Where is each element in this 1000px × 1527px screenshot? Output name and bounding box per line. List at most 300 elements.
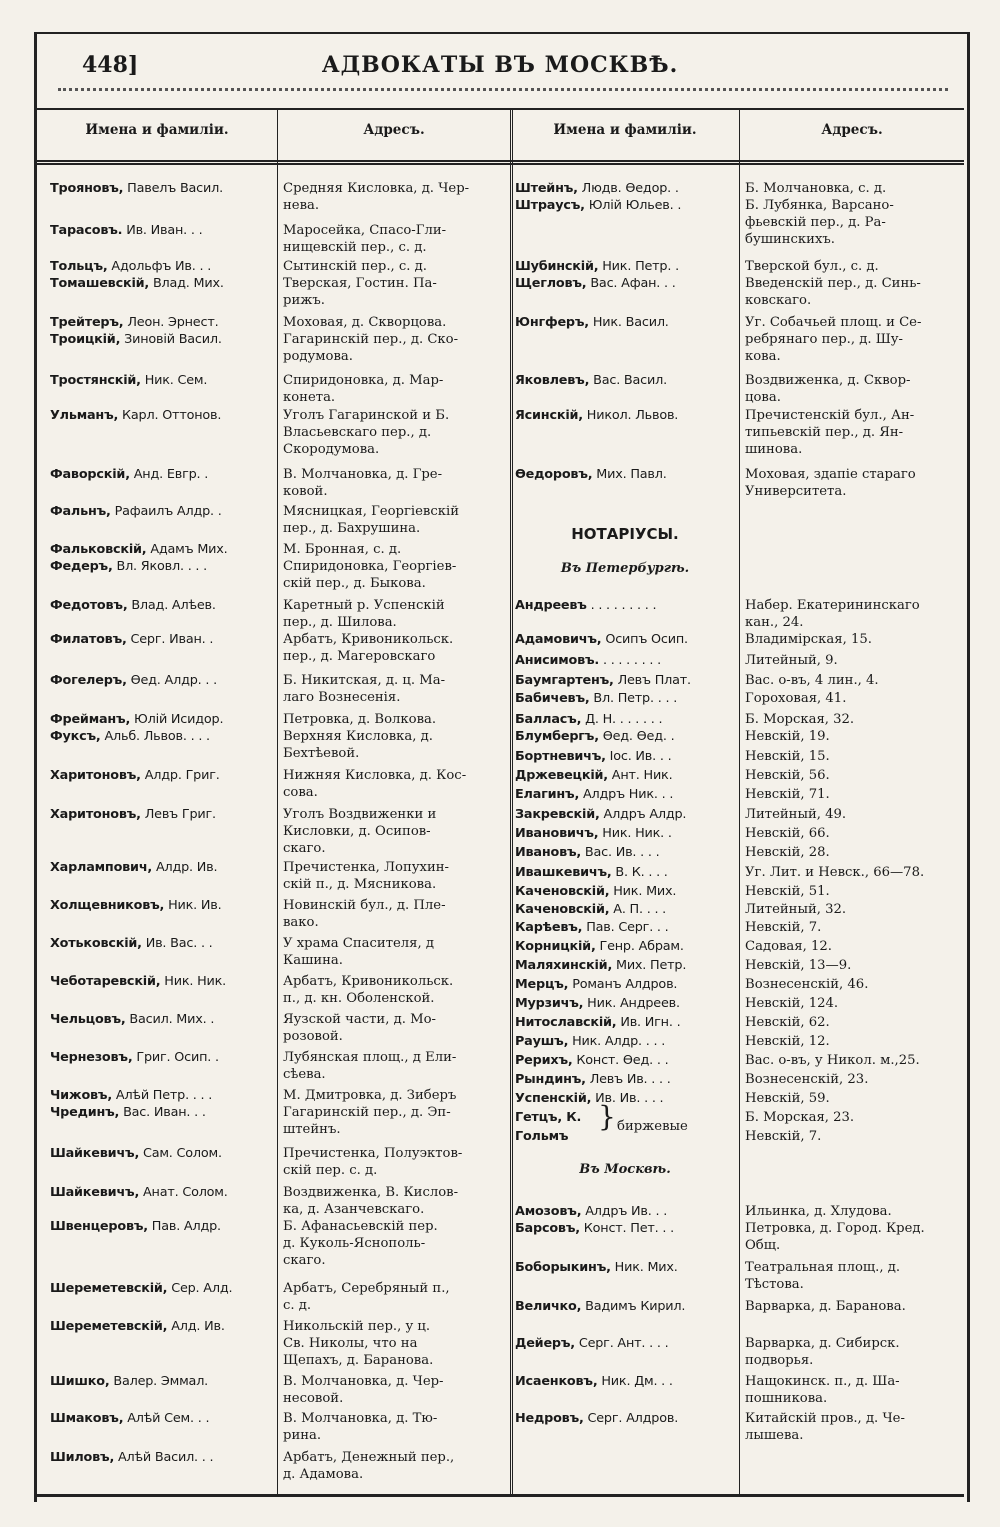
entry-address — [745, 1298, 906, 1315]
address-line: Воздвиженка, д. Сквор- — [745, 373, 911, 388]
address-line: д. Адамова. — [283, 1467, 364, 1482]
given-names: Ник. Сем. — [140, 373, 208, 388]
entry-address — [745, 728, 830, 745]
section-subtitle-petersburg: Въ Петербургѣ. — [560, 561, 690, 576]
address-line: Б. Никитская, д. ц. Ма- — [283, 673, 446, 688]
given-names: Алдръ Ив. . . — [581, 1204, 668, 1219]
given-names: Вас. Васил. — [589, 373, 667, 388]
given-names: Влад. Алѣев. — [127, 598, 216, 613]
surname: Елагинъ, — [515, 787, 580, 802]
entry-address — [745, 806, 846, 823]
surname: Харитоновъ, — [50, 807, 141, 822]
address-line: В. Молчановка, д. Чер- — [283, 1374, 444, 1389]
header-names-2: Имена и фамиліи. — [553, 122, 697, 138]
entry-name — [50, 1373, 208, 1390]
entry-name — [50, 597, 216, 614]
entry-name — [50, 859, 217, 876]
given-names: Алѣй Васил. . . — [114, 1450, 214, 1465]
given-names: Алд. Ив. — [167, 1319, 225, 1334]
given-names: Вас. Афан. . . — [586, 276, 676, 291]
entry-name — [50, 180, 223, 197]
address-line: Пречистенскій бул., Ан- — [745, 408, 915, 423]
entry-address — [283, 711, 436, 728]
entry-name — [50, 1145, 222, 1162]
entry-name — [515, 466, 667, 483]
entry-address — [745, 597, 920, 631]
given-names: Рафаилъ Алдр. . — [110, 504, 222, 519]
surname: Фрейманъ, — [50, 712, 131, 727]
surname: Карѣевъ, — [515, 920, 583, 935]
surname: Андреевъ — [515, 598, 587, 613]
address-line: Б. Афанасьевскій пер. — [283, 1219, 438, 1234]
given-names: Карл. Оттонов. — [118, 408, 222, 423]
given-names: Ник. Дм. . . — [597, 1374, 673, 1389]
given-names: Іос. Ив. . . — [605, 749, 672, 764]
address-line: пер., д. Магеровскаго — [283, 649, 436, 664]
entry-address — [283, 767, 466, 801]
entry-address — [283, 597, 445, 631]
entry-name — [515, 976, 677, 993]
entry-name — [515, 1203, 667, 1220]
entry-name — [50, 672, 217, 689]
surname: Филатовъ, — [50, 632, 127, 647]
surname: Барсовъ, — [515, 1221, 580, 1236]
address-line: Верхняя Кисловка, д. — [283, 729, 433, 744]
address-line: Скородумова. — [283, 442, 380, 457]
address-line: Уголъ Воздвиженки и — [283, 807, 437, 822]
address-line: Гагаринскій пер., д. Эп- — [283, 1105, 451, 1120]
entry-address — [745, 711, 854, 728]
entry-name — [515, 652, 661, 669]
address-line: Лубянская площ., д Ели- — [283, 1050, 457, 1065]
surname: Швенцеровъ, — [50, 1219, 148, 1234]
entry-address — [745, 786, 830, 803]
entry-address — [745, 407, 914, 458]
surname: Фальковскій, — [50, 542, 147, 557]
address-line: цова. — [745, 390, 781, 405]
address-line: Власьевскаго пер., д. — [283, 425, 432, 440]
address-line: Никольскій пер., у ц. — [283, 1319, 431, 1334]
address-line: нищевскій пер., с. д. — [283, 240, 427, 255]
address-line: Литейный, 9. — [745, 653, 838, 668]
surname: Харлампович, — [50, 860, 153, 875]
address-line: Тверской бул., с. д. — [745, 259, 879, 274]
entry-address — [283, 222, 446, 256]
entry-name — [50, 1410, 209, 1427]
surname: Мерцъ, — [515, 977, 569, 992]
address-line: Варварка, д. Сибирск. — [745, 1336, 900, 1351]
surname: Рындинъ, — [515, 1072, 586, 1087]
entry-name — [515, 1052, 668, 1069]
given-names: Алдр. Григ. — [140, 768, 220, 783]
entry-address — [745, 1259, 900, 1293]
entry-name — [50, 1049, 219, 1066]
entry-address — [745, 314, 921, 365]
address-line: рижъ. — [283, 293, 325, 308]
entry-name — [515, 1220, 674, 1237]
entry-name — [50, 407, 221, 424]
address-line: скаго. — [283, 841, 326, 856]
address-line: М. Дмитровка, д. Зиберъ — [283, 1088, 457, 1103]
given-names: Сам. Солом. — [139, 1146, 222, 1161]
entry-address — [283, 372, 443, 406]
surname: Фогелеръ, — [50, 673, 127, 688]
entry-address — [745, 372, 910, 406]
surname: Маляхинскій, — [515, 958, 613, 973]
surname: Чеботаревскій, — [50, 974, 161, 989]
entry-name — [515, 711, 662, 728]
given-names: Юлій Исидор. — [130, 712, 224, 727]
given-names: . . . . . . . . . — [586, 598, 657, 613]
address-line: нева. — [283, 198, 320, 213]
surname: Чельцовъ, — [50, 1012, 126, 1027]
entry-address — [745, 1033, 830, 1050]
entry-address — [745, 275, 921, 309]
entry-name — [50, 631, 213, 648]
given-names: Вл. Петр. . . . — [589, 691, 678, 706]
surname: Ульманъ, — [50, 408, 119, 423]
address-line: скій пер., д. Быкова. — [283, 576, 426, 591]
surname: Ѳедоровъ, — [515, 467, 593, 482]
address-line: пер., д. Бахрушина. — [283, 521, 421, 536]
address-line: Моховая, д. Скворцова. — [283, 315, 447, 330]
given-names: Д. Н. . . . . . . — [581, 712, 663, 727]
given-names: Осипъ Осип. — [601, 632, 688, 647]
entry-address — [745, 825, 830, 842]
entry-name — [515, 1109, 581, 1126]
address-line: Вознесенскій, 46. — [745, 977, 869, 992]
address-line: несовой. — [283, 1391, 344, 1406]
given-names: Ник. Ник. . — [598, 826, 672, 841]
entry-address — [745, 1109, 854, 1126]
given-names: Вл. Яковл. . . . — [112, 559, 208, 574]
surname: Шубинскій, — [515, 259, 599, 274]
entry-name — [515, 748, 671, 765]
entry-address — [745, 1220, 925, 1254]
entry-name — [50, 973, 226, 990]
entry-name — [515, 864, 668, 881]
given-names: . . . . . . . . — [599, 653, 661, 668]
surname: Величко, — [515, 1299, 582, 1314]
given-names: Ник. Мих. — [610, 1260, 678, 1275]
surname: Дейеръ, — [515, 1336, 575, 1351]
given-names: Вас. Иван. . . — [119, 1105, 206, 1120]
address-line: подворья. — [745, 1353, 814, 1368]
surname: Бортневичъ, — [515, 749, 606, 764]
section-subtitle-moscow: Въ Москвѣ. — [579, 1162, 671, 1177]
address-line: Мясницкая, Георгіевскій — [283, 504, 459, 519]
given-names: Серг. Иван. . — [126, 632, 214, 647]
address-line: Щепахъ, д. Баранова. — [283, 1353, 434, 1368]
entry-address — [283, 806, 436, 857]
given-names: Юлій Юльев. . — [584, 198, 682, 213]
entry-name — [515, 275, 676, 292]
address-line: Литейный, 32. — [745, 902, 847, 917]
entry-name — [515, 258, 679, 275]
address-line: скій п., д. Мясникова. — [283, 877, 437, 892]
entry-address — [745, 995, 838, 1012]
address-line: шинова. — [745, 442, 803, 457]
entry-address — [283, 1318, 433, 1369]
address-line: Невскій, 7. — [745, 1129, 822, 1144]
entry-name — [515, 957, 686, 974]
surname: Фуксъ, — [50, 729, 101, 744]
address-line: конета. — [283, 390, 336, 405]
given-names: Альб. Львов. . . . — [100, 729, 210, 744]
entry-address — [745, 901, 846, 918]
surname: Шайкевичъ, — [50, 1146, 140, 1161]
address-line: Невскій, 7. — [745, 920, 822, 935]
address-line: сѣева. — [283, 1067, 326, 1082]
address-line: Сытинскій пер., с. д. — [283, 259, 427, 274]
entry-address — [745, 1014, 830, 1031]
surname: Рерихъ, — [515, 1053, 573, 1068]
surname: Гольмъ — [515, 1129, 569, 1144]
given-names: Влад. Мих. — [149, 276, 224, 291]
address-line: Петровка, д. Волкова. — [283, 712, 437, 727]
address-line: Арбатъ, Кривоникольск. — [283, 632, 454, 647]
address-line: Невскій, 59. — [745, 1091, 830, 1106]
entry-address — [283, 1049, 456, 1083]
entry-address — [283, 407, 449, 458]
surname: Харитоновъ, — [50, 768, 141, 783]
given-names: Ник. Ник. — [160, 974, 227, 989]
entry-address — [745, 844, 830, 861]
header-address: Адресъ. — [363, 122, 425, 138]
given-names: Конст. Пет. . . — [579, 1221, 674, 1236]
entry-name — [515, 1071, 671, 1088]
surname: Шишко, — [50, 1374, 110, 1389]
surname: Ивановичъ, — [515, 826, 599, 841]
entry-address — [745, 938, 832, 955]
entry-name — [515, 1033, 665, 1050]
address-line: п., д. кн. Оболенской. — [283, 991, 435, 1006]
surname: Нитославскій, — [515, 1015, 617, 1030]
given-names: А. П. . . . — [609, 902, 667, 917]
entry-name — [515, 407, 678, 424]
address-line: Арбатъ, Денежный пер., — [283, 1450, 455, 1465]
entry-address — [283, 859, 449, 893]
address-line: Маросейка, Спасо-Гли- — [283, 223, 447, 238]
entry-address — [283, 973, 453, 1007]
entry-name — [50, 558, 207, 575]
surname: Блумбергъ, — [515, 729, 599, 744]
entry-address — [283, 275, 437, 309]
entry-name — [515, 372, 667, 389]
surname: Штраусъ, — [515, 198, 585, 213]
bottom-rule — [37, 1494, 964, 1497]
surname: Щегловъ, — [515, 276, 587, 291]
surname: Федотовъ, — [50, 598, 128, 613]
address-line: Варварка, д. Баранова. — [745, 1299, 906, 1314]
surname: Бабичевъ, — [515, 691, 590, 706]
entry-address — [283, 1104, 451, 1138]
given-names: Вадимъ Кирил. — [581, 1299, 686, 1314]
address-line: штейнъ. — [283, 1122, 341, 1137]
address-line: скаго. — [283, 1253, 326, 1268]
entry-name — [515, 995, 680, 1012]
given-names: Конст. Ѳед. . . — [572, 1053, 669, 1068]
address-line: Пречистенка, Полуэктов- — [283, 1146, 463, 1161]
entry-address — [283, 1011, 436, 1045]
address-line: Невскій, 124. — [745, 996, 839, 1011]
given-names: Людв. Ѳедор. . — [577, 181, 679, 196]
address-line: Китайскій пров., д. Че- — [745, 1411, 905, 1426]
entry-address — [283, 1184, 458, 1218]
entry-address — [745, 652, 838, 669]
surname: Яковлевъ, — [515, 373, 590, 388]
surname: Тольцъ, — [50, 259, 108, 274]
header-names: Имена и фамиліи. — [85, 122, 229, 138]
surname: Фальнъ, — [50, 504, 111, 519]
address-line: типьевскій пер., д. Ян- — [745, 425, 904, 440]
address-line: Общ. — [745, 1238, 781, 1253]
column-divider — [739, 108, 740, 1496]
entry-name — [50, 1184, 228, 1201]
entry-address — [283, 1373, 444, 1407]
address-line: кова. — [745, 349, 781, 364]
surname: Успенскій, — [515, 1091, 592, 1106]
address-line: Вознесенскій, 23. — [745, 1072, 869, 1087]
entry-name — [515, 806, 686, 823]
entry-name — [515, 844, 660, 861]
address-line: Новинскій бул., д. Пле- — [283, 898, 446, 913]
entry-address — [283, 1145, 462, 1179]
address-line: Гороховая, 41. — [745, 691, 847, 706]
given-names: Генр. Абрам. — [595, 939, 684, 954]
address-line: Тверская, Гостин. Па- — [283, 276, 437, 291]
entry-address — [283, 1218, 438, 1269]
entry-address — [283, 728, 433, 762]
address-line: родумова. — [283, 349, 353, 364]
entry-address — [283, 672, 445, 706]
entry-name — [515, 314, 669, 331]
given-names: Алдръ Алдр. — [599, 807, 687, 822]
given-names: Ив. Иван. . . — [122, 223, 203, 238]
address-line: пошникова. — [745, 1391, 828, 1406]
entry-address — [283, 1410, 437, 1444]
entry-name — [50, 1318, 225, 1335]
address-line: Театральная площ., д. — [745, 1260, 901, 1275]
surname: Амозовъ, — [515, 1204, 582, 1219]
address-line: Б. Морская, 32. — [745, 712, 855, 727]
given-names: Ѳед. Алдр. . . — [126, 673, 217, 688]
surname: Шереметевскій, — [50, 1319, 168, 1334]
entry-name — [515, 197, 681, 214]
surname: Држевецкій, — [515, 768, 608, 783]
header-address-2: Адресъ. — [821, 122, 883, 138]
given-names: Ник. Петр. . — [598, 259, 679, 274]
address-line: ребрянаго пер., д. Шу- — [745, 332, 904, 347]
entry-address — [283, 180, 469, 214]
entry-name — [515, 1373, 673, 1390]
entry-name — [50, 503, 222, 520]
given-names: Левъ Ив. . . . — [585, 1072, 671, 1087]
address-line: Литейный, 49. — [745, 807, 847, 822]
surname: Чрединъ, — [50, 1105, 120, 1120]
entry-address — [745, 1090, 830, 1107]
address-line: Университета. — [745, 484, 847, 499]
top-rule — [58, 88, 948, 91]
address-line: лышева. — [745, 1428, 804, 1443]
address-line: Кисловки, д. Осипов- — [283, 824, 431, 839]
address-line: ковскаго. — [745, 293, 812, 308]
address-line: сова. — [283, 785, 318, 800]
entry-address — [745, 767, 830, 784]
entry-name — [50, 1011, 214, 1028]
address-line: Гагаринскій пер., д. Ско- — [283, 332, 459, 347]
address-line: Введенскій пер., д. Синь- — [745, 276, 921, 291]
entry-name — [50, 897, 221, 914]
address-line: Вас. о-въ, 4 лин., 4. — [745, 673, 879, 688]
address-line: Ильинка, д. Хлудова. — [745, 1204, 892, 1219]
entry-name — [515, 672, 691, 689]
surname: Чижовъ, — [50, 1088, 113, 1103]
entry-name — [515, 1259, 678, 1276]
surname: Тарасовъ. — [50, 223, 123, 238]
address-line: розовой. — [283, 1029, 343, 1044]
given-names: Ник. Ив. — [164, 898, 222, 913]
address-line: У храма Спасителя, д — [283, 936, 434, 951]
given-names: Адамъ Мих. — [146, 542, 228, 557]
address-line: Невскій, 15. — [745, 749, 830, 764]
address-line: Спиридоновка, д. Мар- — [283, 373, 444, 388]
entry-address — [283, 258, 427, 275]
given-names: Ант. Ник. — [607, 768, 673, 783]
address-line: Б. Морская, 23. — [745, 1110, 855, 1125]
address-line: Моховая, здапіе стараго — [745, 467, 916, 482]
given-names: Левъ Плат. — [613, 673, 691, 688]
surname: Чернезовъ, — [50, 1050, 133, 1065]
given-names: Павелъ Васил. — [123, 181, 223, 196]
entry-name — [50, 806, 216, 823]
address-line: Бехтѣевой. — [283, 746, 360, 761]
entry-address — [745, 1203, 892, 1220]
address-line: фьевскій пер., д. Ра- — [745, 215, 886, 230]
given-names: Ник. Алдр. . . . — [568, 1034, 666, 1049]
surname: Корницкій, — [515, 939, 596, 954]
entry-address — [745, 976, 868, 993]
surname: Шайкевичъ, — [50, 1185, 140, 1200]
given-names: Романъ Алдров. — [568, 977, 678, 992]
entry-name — [515, 883, 676, 900]
given-names: Леон. Эрнест. — [123, 315, 219, 330]
page-number: 448] — [82, 52, 139, 78]
address-line: ковой. — [283, 484, 328, 499]
address-line: М. Бронная, с. д. — [283, 542, 402, 557]
address-line: пер., д. Шилова. — [283, 615, 397, 630]
entry-address — [283, 331, 458, 365]
address-line: Невскій, 56. — [745, 768, 830, 783]
surname: Юнгферъ, — [515, 315, 589, 330]
address-line: Арбатъ, Серебряный п., — [283, 1281, 450, 1296]
given-names: Ѳед. Ѳед. . — [598, 729, 675, 744]
address-line: Невскій, 19. — [745, 729, 830, 744]
address-line: Нижняя Кисловка, д. Кос- — [283, 768, 467, 783]
given-names: Ив. Вас. . . — [141, 936, 213, 951]
entry-address — [283, 558, 456, 592]
entry-name — [515, 1090, 663, 1107]
surname: Тростянскій, — [50, 373, 141, 388]
column-divider — [277, 108, 278, 1496]
given-names: Ник. Андреев. — [583, 996, 680, 1011]
given-names: Сер. Алд. — [167, 1281, 233, 1296]
address-line: Пречистенка, Лопухин- — [283, 860, 449, 875]
entry-address — [745, 864, 924, 881]
address-line: Б. Молчановка, с. д. — [745, 181, 887, 196]
address-line: Средняя Кисловка, д. Чер- — [283, 181, 470, 196]
surname: Анисимовъ. — [515, 653, 600, 668]
